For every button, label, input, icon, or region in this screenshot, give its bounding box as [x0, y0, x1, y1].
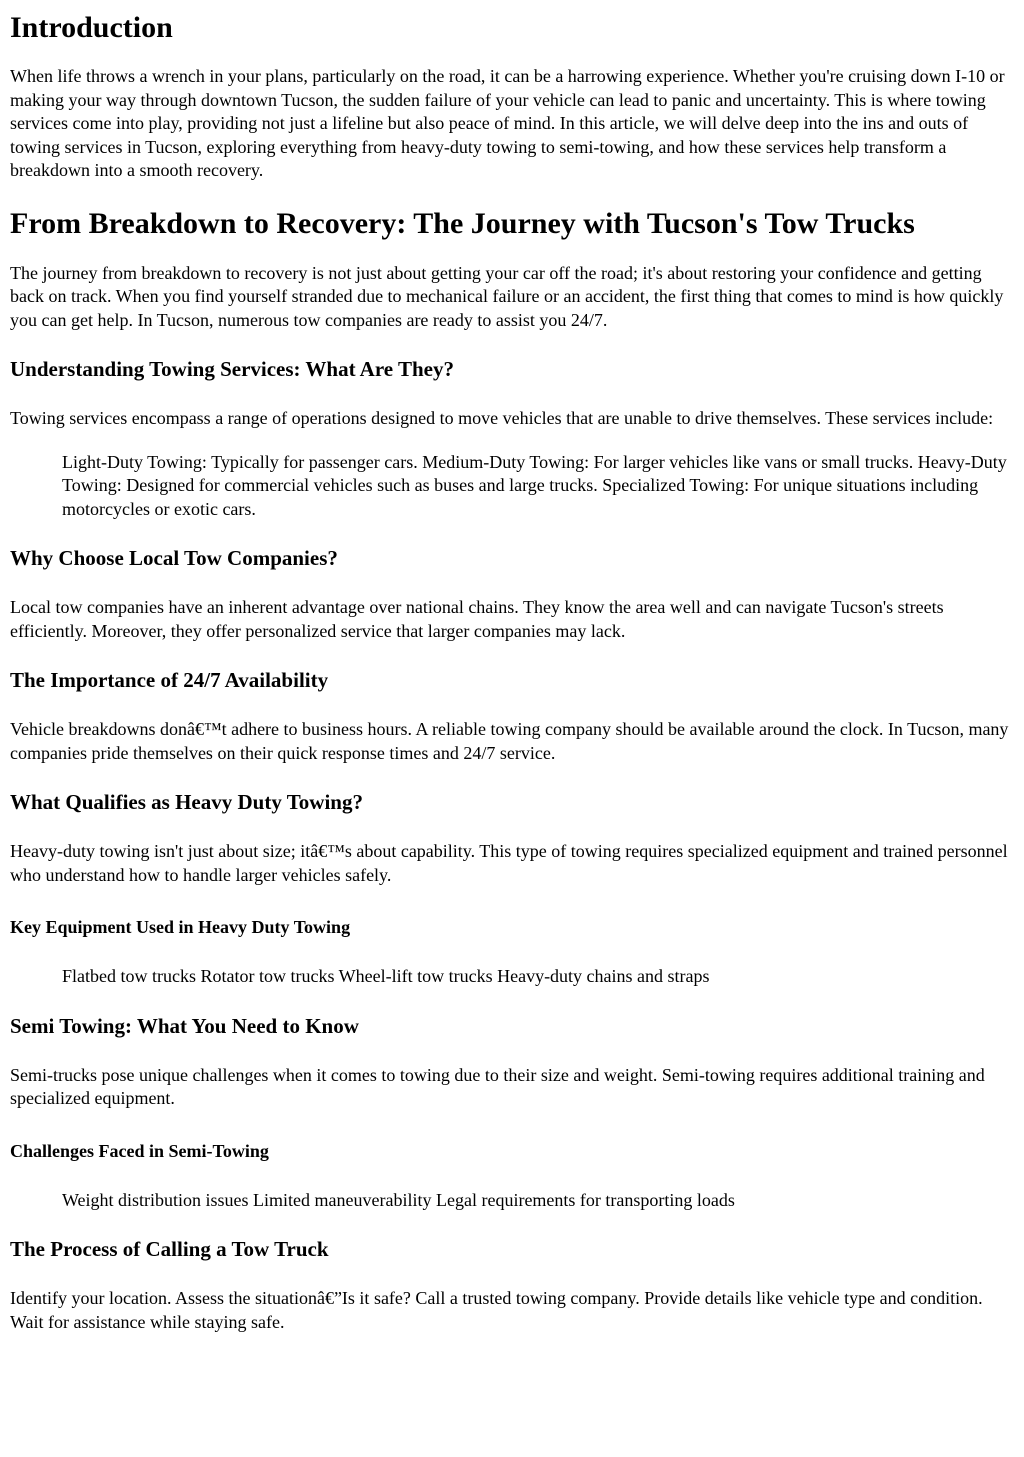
understanding-heading: Understanding Towing Services: What Are They? [10, 357, 454, 381]
challenges-heading: Challenges Faced in Semi-Towing [10, 1140, 269, 1161]
heavy-duty-paragraph: Heavy-duty towing isn't just about size; itâ€™s about capability. This type of towing requires specialized equipment and trained personnel who understand how to handle larger vehicles safely. [10, 841, 1008, 885]
process-heading: The Process of Calling a Tow Truck [10, 1237, 329, 1261]
local-heading: Why Choose Local Tow Companies? [10, 546, 338, 570]
local-paragraph: Local tow companies have an inherent advantage over national chains. They know the area well and can navigate Tucson's streets efficiently. Moreover, they offer personalized service that larger companies may lack. [10, 597, 944, 641]
intro-paragraph: When life throws a wrench in your plans, particularly on the road, it can be a harrowing experience. Whether you're cruising down I-10 or making your way through downtown Tucson, the sudden failure of your vehicle can lead to panic and uncertainty. This is where towing services come into play, providing not just a lifeline but also peace of mind. In this article, we will delve deep into the ins and outs of towing services in Tucson, exploring everything from heavy-duty towing to semi-towing, and how these services help transform a breakdown into a smooth recovery. [10, 66, 1005, 180]
journey-heading: From Breakdown to Recovery: The Journey with Tucson's Tow Trucks [10, 206, 915, 240]
equipment-list: Flatbed tow trucks Rotator tow trucks Wheel-lift tow trucks Heavy-duty chains and straps [62, 966, 710, 986]
intro-heading: Introduction [10, 11, 173, 44]
journey-paragraph: The journey from breakdown to recovery is not just about getting your car off the road; it's about restoring your confidence and getting back on track. When you find yourself stranded due to mechanical failure or an accident, the first thing that comes to mind is how quickly you can get help. In Tucson, numerous tow companies are ready to assist you 24/7. [10, 262, 1004, 330]
equipment-heading: Key Equipment Used in Heavy Duty Towing [10, 917, 351, 937]
document-page [0, 11, 1024, 1334]
semi-towing-heading: Semi Towing: What You Need to Know [10, 1013, 359, 1038]
process-paragraph: Identify your location. Assess the situationâ€”Is it safe? Call a trusted towing company. Provide details like vehicle type and condition. Wait for assistance while staying safe. [10, 1288, 983, 1332]
towing-types-list: Light-Duty Towing: Typically for passenger cars. Medium-Duty Towing: For larger vehicles like vans or small trucks. Heavy-Duty Towing: Designed for commercial vehicles such as buses and large trucks. Specialized Towing: For unique situations including motorcycles or exotic cars. [62, 451, 1007, 519]
challenges-list: Weight distribution issues Limited maneuverability Legal requirements for transporting loads [62, 1189, 735, 1210]
understanding-paragraph: Towing services encompass a range of operations designed to move vehicles that are unable to drive themselves. These services include: [10, 408, 994, 428]
heavy-duty-heading: What Qualifies as Heavy Duty Towing? [10, 790, 363, 814]
availability-paragraph: Vehicle breakdowns donâ€™t adhere to business hours. A reliable towing company should be available around the clock. In Tucson, many companies pride themselves on their quick response times and 24/7 service. [10, 719, 1009, 763]
semi-towing-paragraph: Semi-trucks pose unique challenges when it comes to towing due to their size and weight. Semi-towing requires additional training and specialized equipment. [10, 1064, 985, 1108]
availability-heading: The Importance of 24/7 Availability [10, 668, 329, 692]
